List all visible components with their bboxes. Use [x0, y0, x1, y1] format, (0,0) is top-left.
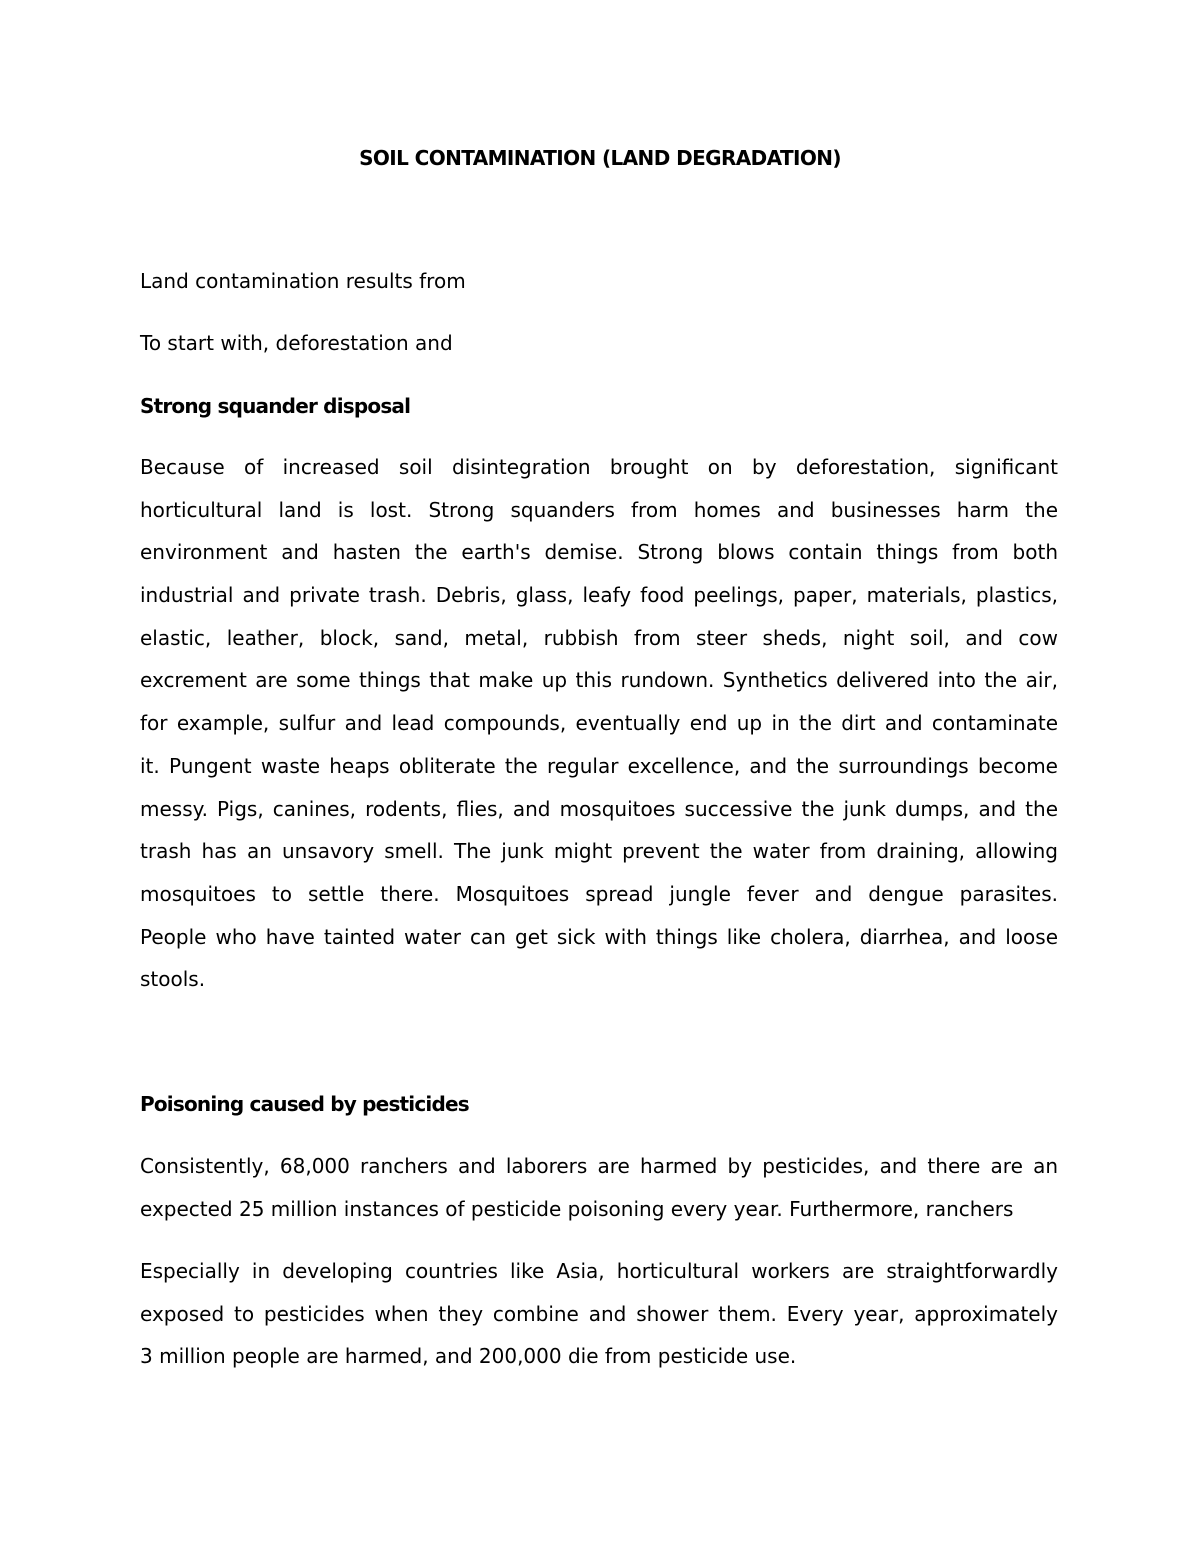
paragraph-line: it. Pungent waste heaps obliterate the regular excellence, and the surroundings become — [140, 753, 1058, 778]
paragraph-line: messy. Pigs, canines, rodents, flies, and mosquitoes successive the junk dumps, and the — [140, 796, 1058, 821]
paragraph-pesticides-1 — [140, 1145, 1058, 1230]
paragraph-line: stools. — [140, 967, 206, 992]
paragraph-line: for example, sulfur and lead compounds, eventually end up in the dirt and contaminate — [140, 711, 1058, 736]
paragraph-line: People who have tainted water can get sick with things like cholera, diarrhea, and loose — [140, 924, 1058, 949]
paragraph-line: horticultural land is lost. Strong squanders from homes and businesses harm the — [140, 497, 1058, 522]
paragraph-line: trash has an unsavory smell. The junk might prevent the water from draining, allowing — [140, 839, 1058, 864]
paragraph-line: environment and hasten the earth's demise. Strong blows contain things from both — [140, 540, 1058, 565]
paragraph-line: excrement are some things that make up this rundown. Synthetics delivered into the air, — [140, 668, 1058, 693]
paragraph-line: mosquitoes to settle there. Mosquitoes spread jungle fever and dengue parasites. — [140, 881, 1058, 906]
document-title: SOIL CONTAMINATION (LAND DEGRADATION) — [359, 146, 841, 170]
intro-line-1: Land contamination results from — [140, 269, 466, 293]
paragraph-line: 3 million people are harmed, and 200,000 die from pesticide use. — [140, 1344, 797, 1369]
section-heading-solid-waste: Strong squander disposal — [140, 394, 411, 418]
paragraph-line: industrial and private trash. Debris, glass, leafy food peelings, paper, materials, plastics, — [140, 583, 1058, 608]
paragraph-line: Especially in developing countries like Asia, horticultural workers are straightforwardly — [140, 1259, 1058, 1283]
section-heading-pesticides: Poisoning caused by pesticides — [140, 1092, 469, 1116]
paragraph-line: Because of increased soil disintegration brought on by deforestation, significant — [140, 455, 1058, 479]
paragraph-pesticides-2 — [140, 1250, 1058, 1378]
paragraph-solid-waste — [140, 446, 1058, 1001]
intro-line-2: To start with, deforestation and — [140, 331, 453, 355]
paragraph-line: Consistently, 68,000 ranchers and laborers are harmed by pesticides, and there are an — [140, 1154, 1058, 1178]
paragraph-line: exposed to pesticides when they combine and shower them. Every year, approximately — [140, 1301, 1058, 1326]
paragraph-line: expected 25 million instances of pesticide poisoning every year. Furthermore, ranchers — [140, 1196, 1014, 1221]
paragraph-line: elastic, leather, block, sand, metal, rubbish from steer sheds, night soil, and cow — [140, 625, 1058, 650]
